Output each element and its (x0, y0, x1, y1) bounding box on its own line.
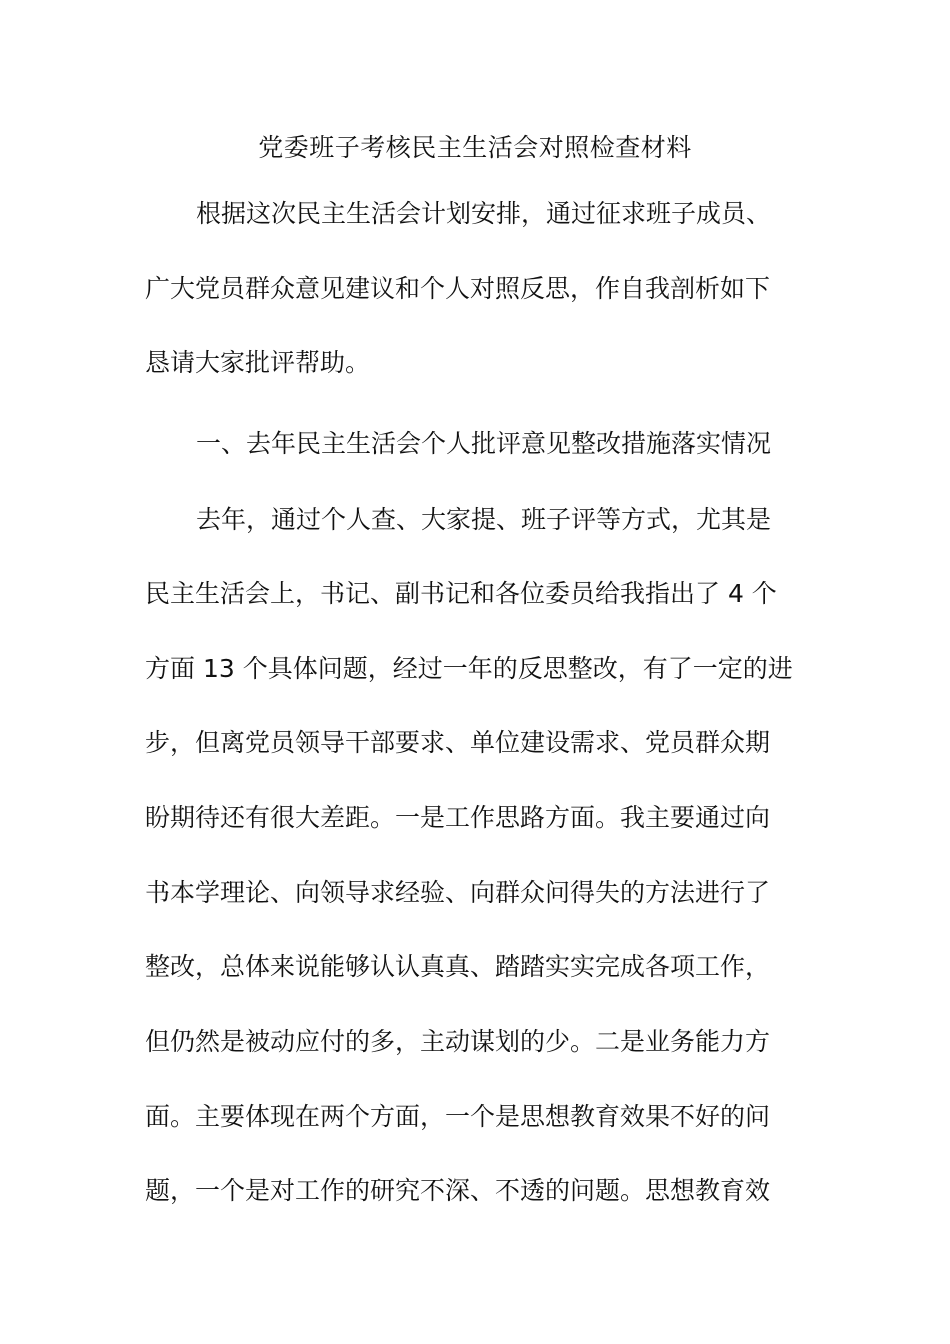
paragraph-line: 盼期待还有很大差距。一是工作思路方面。我主要通过向 (145, 803, 771, 832)
paragraph-line: 根据这次民主生活会计划安排，通过征求班子成员、 (196, 199, 772, 228)
paragraph-line: 广大党员群众意见建议和个人对照反思，作自我剖析如下 (145, 274, 771, 303)
paragraph-line: 题，一个是对工作的研究不深、不透的问题。思想教育效 (145, 1176, 771, 1205)
paragraph-line: 恳请大家批评帮助。 (145, 348, 371, 377)
paragraph-line: 民主生活会上，书记、副书记和各位委员给我指出了 4 个 (145, 579, 777, 608)
paragraph-line: 书本学理论、向领导求经验、向群众问得失的方法进行了 (145, 878, 771, 907)
paragraph-line: 面。主要体现在两个方面，一个是思想教育效果不好的问 (145, 1102, 771, 1131)
paragraph-line: 但仍然是被动应付的多，主动谋划的少。二是业务能力方 (145, 1027, 771, 1056)
document-title: 党委班子考核民主生活会对照检查材料 (258, 133, 692, 162)
section-heading: 一、去年民主生活会个人批评意见整改措施落实情况 (196, 429, 772, 458)
paragraph-line: 步，但离党员领导干部要求、单位建设需求、党员群众期 (145, 728, 771, 757)
paragraph-line: 整改，总体来说能够认认真真、踏踏实实完成各项工作， (145, 952, 771, 981)
paragraph-line: 方面 13 个具体问题，经过一年的反思整改，有了一定的进 (145, 654, 793, 683)
paragraph-line: 去年，通过个人查、大家提、班子评等方式，尤其是 (196, 505, 772, 534)
